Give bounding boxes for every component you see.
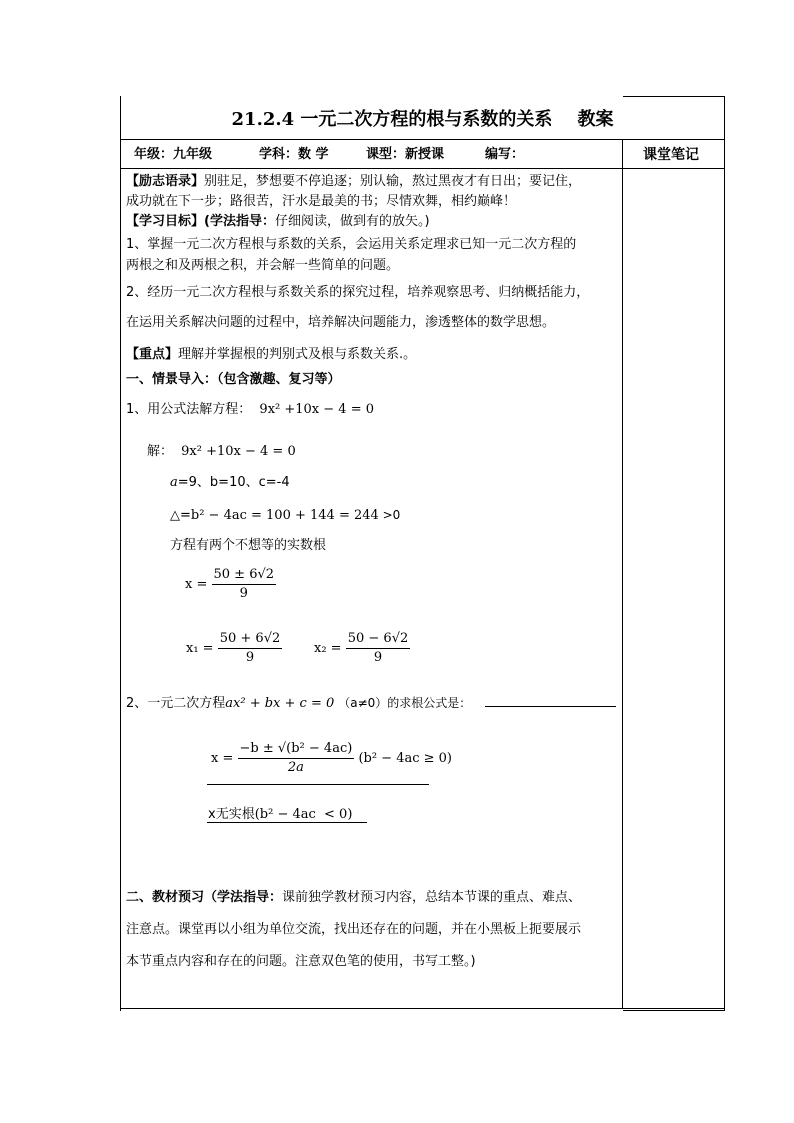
question-2-answer-blank xyxy=(485,706,616,707)
root-formula xyxy=(185,566,276,603)
formula-numerator: −b ± √(b² − 4ac) xyxy=(238,740,355,759)
question-1-equation: 9x² +10x − 4 = 0 xyxy=(259,402,374,417)
solution-label: 解： xyxy=(147,444,174,459)
quadratic-formula xyxy=(211,740,452,777)
notes-header: 课堂笔记 xyxy=(643,147,699,163)
root-x2-denominator: 9 xyxy=(373,650,383,665)
section-2-line-3: 本节重点内容和存在的问题。注意双色笔的使用，书写工整。) xyxy=(126,954,476,969)
motto-label: 【励志语录】 xyxy=(126,174,205,189)
goal-1-line-1: 1、掌握一元二次方程根与系数的关系，会运用关系定理求已知一元二次方程的 xyxy=(126,237,577,252)
formula-fraction xyxy=(238,740,355,777)
question-2 xyxy=(126,693,471,714)
question-1 xyxy=(126,400,374,420)
discriminant xyxy=(170,505,400,526)
author-label: 编写： xyxy=(485,147,525,162)
root-x2-label: x₂ = xyxy=(314,640,342,656)
coefficient-a: a xyxy=(170,475,178,490)
roots-conclusion: 方程有两个不想等的实数根 xyxy=(170,538,327,553)
subject-label: 学科：数 学 xyxy=(259,147,329,162)
table-frame xyxy=(623,96,725,1011)
section-1-heading: 一、情景导入：（包含激趣、复习等） xyxy=(126,372,341,387)
key-point xyxy=(126,345,416,365)
coefficients xyxy=(170,473,290,493)
solution-equation: 9x² +10x − 4 = 0 xyxy=(181,444,296,459)
discriminant-equation: b² − 4ac = 100 + 144 = 244 xyxy=(190,508,379,523)
formula-x-label: x = xyxy=(211,750,234,766)
goal-2-line-1: 2、经历一元二次方程根与系数关系的探究过程，培养观察思考、归纳概括能力， xyxy=(126,285,590,300)
root-x1 xyxy=(186,630,282,667)
key-point-label: 【重点】 xyxy=(126,347,179,362)
goals-guide: 仔细阅读，做到有的放矢。) xyxy=(274,214,430,229)
no-real-root-underline xyxy=(207,822,367,823)
section-2-line-2: 注意点。课堂再以小组为单位交流，找出还存在的问题，并在小黑板上扼要展示 xyxy=(126,922,582,937)
key-point-text: 理解并掌握根的判别式及根与系数关系.。 xyxy=(178,347,417,362)
meta-divider xyxy=(121,168,724,169)
root-numerator: 50 ± 6√2 xyxy=(212,566,277,585)
section-2-line-1 xyxy=(126,888,581,908)
root-x2-numerator: 50 − 6√2 xyxy=(346,630,411,649)
root-x1-numerator: 50 + 6√2 xyxy=(218,630,283,649)
motto-line-2: 成功就在下一步；路很苦，汗水是最美的书；尽情欢舞，相约巅峰！ xyxy=(126,194,517,209)
formula-condition: (b² − 4ac ≥ 0) xyxy=(358,750,453,766)
goals-label: 【学习目标】(学法指导： xyxy=(126,214,275,229)
question-2-prefix: 2、一元二次方程 xyxy=(126,696,226,711)
motto-line-1 xyxy=(126,172,581,192)
section-2-text-1: 课前独学教材预习内容，总结本节课的重点、难点、 xyxy=(282,890,582,905)
root-x1-label: x₁ = xyxy=(186,640,214,656)
grade-label: 年级：九年级 xyxy=(134,147,213,162)
root-x1-denominator: 9 xyxy=(245,650,255,665)
root-denominator: 9 xyxy=(239,586,248,601)
root-x2 xyxy=(314,630,410,667)
goal-1-line-2: 两根之和及两根之积，并会解一些简单的问题。 xyxy=(126,258,400,273)
no-real-root-text: x无实根 xyxy=(208,807,255,822)
question-2-suffix: （a≠0）的求根公式是： xyxy=(338,696,472,710)
title-divider xyxy=(121,139,724,140)
root-x2-fraction xyxy=(346,630,411,667)
discriminant-prefix: △= xyxy=(170,508,191,523)
discriminant-suffix: >0 xyxy=(378,508,401,522)
page-title: 21.2.4 一元二次方程的根与系数的关系 教案 xyxy=(231,109,614,130)
lesson-type-label: 课型：新授课 xyxy=(366,147,445,162)
root-x-label: x = xyxy=(185,576,208,592)
goals-heading xyxy=(126,212,430,232)
formula-denominator: 2a xyxy=(287,760,304,775)
bottom-border xyxy=(120,1008,725,1009)
solution-line xyxy=(147,442,296,462)
no-real-root-condition: (b² − 4ac < 0) xyxy=(254,807,353,822)
coefficient-values: =9、b=10、c=-4 xyxy=(177,475,290,490)
root-fraction xyxy=(212,566,277,603)
motto-text-1: 别驻足，梦想要不停追逐；别认输，熬过黑夜才有日出；要记住， xyxy=(204,174,582,189)
root-x1-fraction xyxy=(218,630,283,667)
question-1-prefix: 1、用公式法解方程： xyxy=(126,402,252,417)
section-2-heading: 二、教材预习（学法指导： xyxy=(126,890,283,905)
notes-column-divider xyxy=(622,139,623,1008)
goal-2-line-2: 在运用关系解决问题的过程中，培养解决问题能力，渗透整体的数学思想。 xyxy=(126,315,556,330)
formula-underline xyxy=(207,784,429,785)
left-border xyxy=(120,96,121,1011)
question-2-equation: ax² + bx + c = 0 xyxy=(225,696,335,711)
